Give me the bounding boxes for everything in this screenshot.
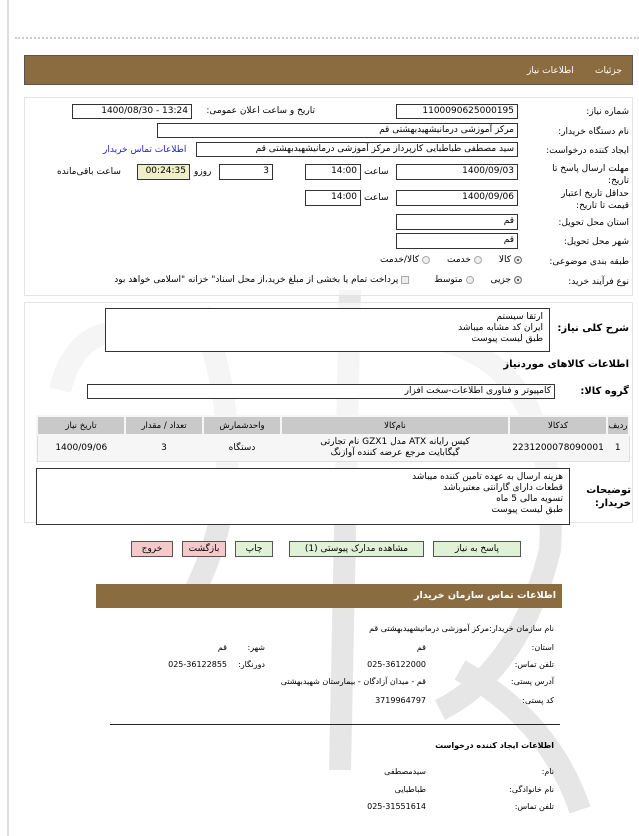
contact-title: اطلاعات تماس سازمان خریدار bbox=[413, 590, 556, 601]
col-qty: تعداد / مقدار bbox=[125, 416, 203, 435]
name-value: سیدمصطفی bbox=[384, 767, 426, 776]
deadline-time-label: ساعت bbox=[364, 167, 389, 177]
phone-value: 025-36122000 bbox=[367, 660, 426, 669]
process-label: نوع فرآیند خرید: bbox=[568, 277, 629, 287]
city-field: قم bbox=[396, 233, 518, 249]
treasury-checkbox[interactable] bbox=[401, 276, 409, 284]
need-number-label: شماره نیاز: bbox=[586, 107, 629, 117]
radio-goods[interactable] bbox=[514, 256, 522, 264]
cell-name: کیس رایانه ATX مدل GZX1 نام تجارتی گیگابایت مرجع عرضه کننده آوازنگ bbox=[320, 437, 470, 459]
contact-divider bbox=[110, 724, 560, 725]
category-label: طبقه بندی موضوعی: bbox=[549, 257, 629, 267]
col-name: نام‌کالا bbox=[281, 416, 509, 435]
treasury-note: پرداخت تمام یا بخشی از مبلغ خرید،از محل اسناد" خزانه "اسلامی خواهد بود bbox=[114, 275, 399, 285]
left-border bbox=[7, 0, 9, 836]
contact-province-label: استان: bbox=[531, 643, 554, 652]
col-code: کدکالا bbox=[509, 416, 607, 435]
radio-medium-label: متوسط bbox=[434, 275, 463, 285]
validity-time-label: ساعت bbox=[364, 193, 389, 203]
creator-phone-value: 025-31551614 bbox=[367, 802, 426, 811]
days-field: 3 bbox=[219, 164, 273, 180]
org-label: نام سازمان خریدار: bbox=[489, 624, 554, 633]
family-label: نام خانوادگی: bbox=[509, 785, 554, 794]
category-radio-group bbox=[200, 255, 525, 265]
col-row: ردیف bbox=[607, 416, 629, 435]
summary-line: ارتقا سیستم bbox=[496, 312, 543, 322]
tab-details[interactable]: جزئیات bbox=[595, 66, 622, 76]
cell-qty: 3 bbox=[161, 442, 167, 453]
address-label: آدرس پستی: bbox=[510, 677, 554, 686]
notes-label: توضیحات خریدار: bbox=[586, 485, 631, 509]
notes-line: هزینه ارسال به عهده تامین کننده میباشد bbox=[412, 472, 563, 482]
radio-goods-service-label: کالا/خدمت bbox=[379, 255, 420, 265]
contact-city-label: شهر: bbox=[247, 643, 265, 652]
validity-label: حداقل تاریخ اعتبار قیمت تا تاریخ: bbox=[561, 189, 629, 211]
radio-service-label: خدمت bbox=[447, 255, 471, 265]
family-value: طباطبایی bbox=[394, 785, 426, 794]
postal-label: کد پستی: bbox=[522, 696, 554, 705]
need-number-field: 1100090625000195 bbox=[396, 104, 518, 119]
radio-goods-service[interactable] bbox=[422, 256, 430, 264]
contact-province-value: قم bbox=[416, 643, 426, 652]
table-row bbox=[37, 435, 629, 461]
postal-value: 3719964797 bbox=[375, 696, 426, 705]
buyer-contact-link[interactable]: اطلاعات تماس خریدار bbox=[103, 145, 187, 155]
goods-table bbox=[36, 415, 630, 462]
exit-button[interactable]: خروج bbox=[131, 541, 173, 557]
province-field: قم bbox=[396, 214, 518, 230]
dotted-divider bbox=[15, 37, 639, 39]
phone-label: تلفن تماس: bbox=[514, 660, 554, 669]
deadline-label: مهلت ارسال پاسخ تا تاریخ: bbox=[552, 164, 629, 186]
org-value: مرکز آموزشی درمانیشهیدبهشتی قم bbox=[369, 624, 489, 633]
group-label: گروه کالا: bbox=[580, 386, 629, 397]
remaining-label: ساعت باقی‌مانده bbox=[57, 167, 121, 177]
radio-minor-label: جزیی bbox=[490, 275, 511, 285]
attachments-button[interactable]: مشاهده مدارک پیوستی (1) bbox=[289, 541, 424, 557]
province-label: استان محل تحویل: bbox=[558, 218, 629, 228]
fax-value: 025-36122855 bbox=[168, 660, 227, 669]
validity-date-field: 1400/09/06 bbox=[396, 190, 518, 206]
goods-title: اطلاعات کالاهای موردنیاز bbox=[503, 359, 629, 370]
notes-line: قطعات دارای گارانتی معتبرباشد bbox=[443, 483, 563, 493]
tab-need-info[interactable]: اطلاعات نیاز bbox=[527, 66, 574, 76]
table-header-row bbox=[37, 416, 629, 435]
fax-label: دورنگار: bbox=[238, 660, 265, 669]
reply-button[interactable]: پاسخ به نیاز bbox=[433, 541, 521, 557]
process-radio-group bbox=[60, 275, 525, 285]
deadline-time-field: 14:00 bbox=[305, 164, 361, 180]
buyer-field: مرکز آموزشی درمانیشهیدبهشتی قم bbox=[157, 123, 518, 138]
city-label: شهر محل تحویل: bbox=[563, 237, 629, 247]
radio-goods-label: کالا bbox=[498, 255, 511, 265]
group-field: کامپیوتر و فناوری اطلاعات-سخت افزار bbox=[87, 384, 555, 399]
creator-phone-label: تلفن تماس: bbox=[514, 802, 554, 811]
days-label: روزو bbox=[194, 167, 212, 177]
announce-field: 1400/08/30 - 13:24 bbox=[72, 104, 192, 119]
deadline-date-field: 1400/09/03 bbox=[396, 164, 518, 180]
radio-medium[interactable] bbox=[466, 276, 474, 284]
radio-service[interactable] bbox=[474, 256, 482, 264]
buyer-label: نام دستگاه خریدار: bbox=[558, 127, 629, 137]
back-button[interactable]: بازگشت bbox=[182, 541, 226, 557]
creator-info-title: اطلاعات ایجاد کننده درخواست bbox=[435, 741, 554, 750]
notes-line: طبق لیست پیوست bbox=[491, 505, 563, 515]
cell-unit: دستگاه bbox=[228, 442, 256, 453]
col-unit: واحدشمارش bbox=[203, 416, 281, 435]
notes-box bbox=[36, 468, 570, 525]
contact-city-value: قم bbox=[217, 643, 227, 652]
address-value: قم - میدان آزادگان - بیمارستان شهیدبهشتی bbox=[280, 677, 426, 686]
radio-minor[interactable] bbox=[514, 276, 522, 284]
summary-line: طبق لیست پیوست bbox=[471, 334, 543, 344]
creator-field: سید مصطفی طباطبایی کارپرداز مرکز آموزشی درمانیشهیدبهشتی قم bbox=[196, 142, 518, 157]
summary-box bbox=[105, 308, 550, 352]
summary-label: شرح کلی نیاز: bbox=[557, 323, 629, 334]
notes-line: تسویه مالی 5 ماه bbox=[496, 494, 563, 504]
name-label: نام: bbox=[541, 767, 554, 776]
cell-row: 1 bbox=[614, 442, 621, 453]
creator-label: ایجاد کننده درخواست: bbox=[546, 146, 629, 156]
remaining-timer: 00:24:35 bbox=[137, 164, 190, 180]
cell-code: 2231200078090001 bbox=[512, 442, 604, 453]
summary-line: ایران کد مشابه میباشد bbox=[458, 323, 543, 333]
col-date: تاریخ نیاز bbox=[37, 416, 125, 435]
print-button[interactable]: چاپ bbox=[235, 541, 273, 557]
announce-label: تاریخ و ساعت اعلان عمومی: bbox=[206, 106, 315, 116]
validity-time-field: 14:00 bbox=[305, 190, 361, 206]
cell-date: 1400/09/06 bbox=[55, 442, 108, 453]
